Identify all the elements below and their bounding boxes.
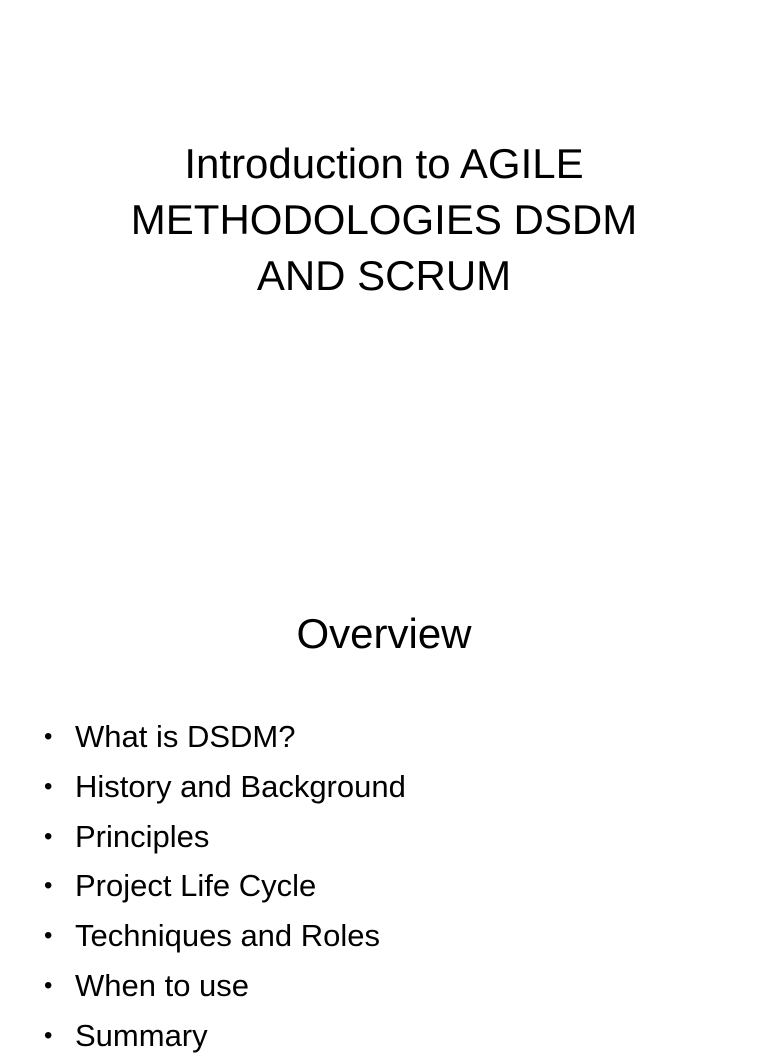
bullet-icon: • bbox=[44, 971, 53, 999]
bullet-icon: • bbox=[44, 772, 53, 800]
list-item-text: Project Life Cycle bbox=[75, 868, 317, 904]
list-item-text: Summary bbox=[75, 1017, 208, 1053]
title-line: AND SCRUM bbox=[256, 252, 512, 299]
list-item-text: What is DSDM? bbox=[75, 719, 296, 754]
title-line: METHODOLOGIES DSDM bbox=[130, 196, 638, 243]
list-item-text: Techniques and Roles bbox=[75, 918, 381, 954]
presentation-title bbox=[0, 136, 768, 304]
list-item-text: History and Background bbox=[75, 768, 406, 804]
bullet-icon: • bbox=[44, 872, 53, 900]
slide-overview bbox=[0, 576, 768, 1053]
bullet-icon: • bbox=[44, 723, 53, 750]
bullet-icon: • bbox=[44, 1021, 53, 1049]
title-line: Introduction to AGILE bbox=[184, 140, 584, 187]
list-item-text: When to use bbox=[75, 967, 250, 1003]
bullet-icon: • bbox=[44, 922, 53, 950]
bullet-icon: • bbox=[44, 822, 53, 850]
list-item-text: Principles bbox=[75, 818, 210, 854]
slide-heading: Overview bbox=[296, 610, 472, 657]
